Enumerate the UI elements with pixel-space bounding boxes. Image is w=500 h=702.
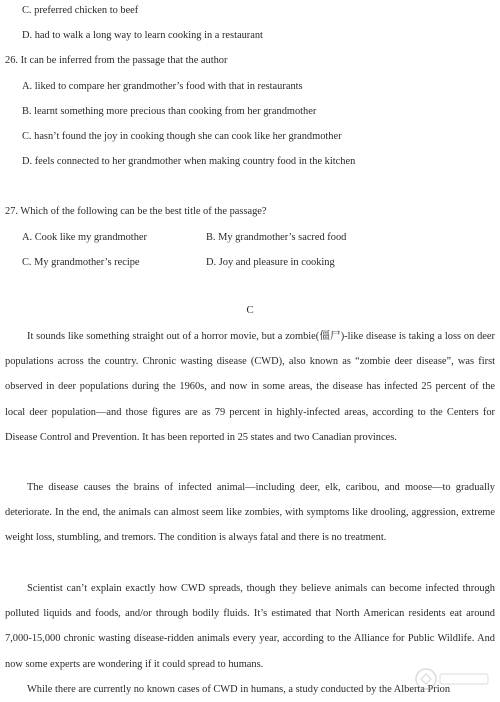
q27-option-b: B. My grandmother’s sacred food: [206, 232, 347, 243]
passage-paragraph: Scientist can’t explain exactly how CWD spreads, though they believe animals can become infected through polluted liquids and foods, and/or through bodily fluids. It’s estimated that North American residents eat around 7,000-15,000 chronic wasting disease-ridden animals every year, according to the Alliance for Public Wildlife. And now some experts are wondering if it could spread to humans.: [5, 583, 495, 670]
q26-stem: 26. It can be inferred from the passage that the author: [5, 55, 228, 66]
passage-paragraph: The disease causes the brains of infected animal—including deer, elk, caribou, and moose—to gradually deteriorate. In the end, the animals can almost seem like zombies, with symptoms like drooling, aggression, extreme weight loss, stumbling, and tremors. The condition is always fatal and there is no treatment.: [5, 482, 495, 544]
q26-option-a: A. liked to compare her grandmother’s food with that in restaurants: [22, 81, 303, 92]
passage-paragraph: While there are currently no known cases of CWD in humans, a study conducted by the Alberta Prion: [27, 684, 451, 695]
q25-option-d: D. had to walk a long way to learn cooking in a restaurant: [22, 30, 263, 41]
q27-option-c: C. My grandmother’s recipe: [22, 257, 140, 268]
q26-option-b: B. learnt something more precious than cooking from her grandmother: [22, 106, 317, 117]
section-heading: C: [246, 304, 254, 316]
q27-option-d: D. Joy and pleasure in cooking: [206, 257, 335, 268]
q25-option-c: C. preferred chicken to beef: [22, 5, 139, 16]
q26-option-d: D. feels connected to her grandmother when making country food in the kitchen: [22, 156, 356, 167]
q27-option-a: A. Cook like my grandmother: [22, 232, 147, 243]
q26-option-c: C. hasn’t found the joy in cooking though she can cook like her grandmother: [22, 131, 342, 142]
watermark-stamp-icon: [414, 666, 492, 692]
q27-stem: 27. Which of the following can be the best title of the passage?: [5, 206, 267, 217]
passage-paragraph: It sounds like something straight out of a horror movie, but a zombie(僵尸)-like disease is taking a loss on deer populations across the country. Chronic wasting disease (CWD), also known as “zombie deer disease”, was first observed in deer populations during the 1960s, and now in some areas, the disease has infected 25 percent of the local deer population—and those figures are as 79 percent in highly-infected areas, according to the Centers for Disease Control and Prevention. It has been reported in 25 states and two Canadian provinces.: [5, 331, 495, 443]
